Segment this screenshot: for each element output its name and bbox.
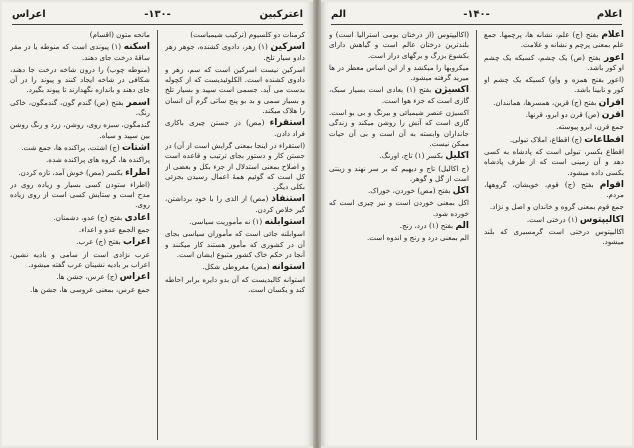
entry-definition: الم بمعنی درد و رنج و اندوه است. bbox=[366, 233, 469, 243]
running-head-right: اعتركبين bbox=[259, 9, 303, 20]
entry-headword: اکل bbox=[452, 186, 469, 197]
dictionary-entry bbox=[484, 180, 624, 201]
dictionary-entry bbox=[10, 155, 150, 165]
dictionary-entry bbox=[10, 98, 150, 119]
entry-definition: (ج) اقطاع، املاک تیولی. bbox=[509, 134, 582, 144]
left-page-column-1 bbox=[165, 30, 305, 440]
entry-definition: جمع عرس، بمعنی عروسی ها، جشن ها. bbox=[30, 284, 150, 294]
left-page-column-2 bbox=[10, 30, 150, 440]
left-page-header bbox=[12, 8, 303, 25]
entry-headword: اعور bbox=[603, 52, 624, 63]
entry-definition: (استقراء در اینجا بمعنی گرایش است از آن) در جستن کار و دستور بجای ترتیب و قاعده است و اصلاح بمعنی استدلال از جزء بکل و بعضی از کل است که گوئیم همهٔ اعمال رسیدن بجزئی بکلی دیگر. bbox=[165, 140, 305, 192]
entry-headword: استوانه bbox=[271, 262, 305, 273]
dictionary-entry bbox=[329, 85, 469, 106]
entry-definition: (مص) مغروطی شکل. bbox=[202, 262, 270, 272]
entry-definition: (۱) پیوندی است که منوطه یا در مقر ساقهٔ درخت جای دهند. bbox=[10, 42, 150, 62]
right-page bbox=[321, 2, 632, 446]
dictionary-entry bbox=[329, 198, 469, 219]
entry-definition: پراکنده ها، گروه های پراکنده شده. bbox=[46, 155, 150, 165]
column-divider bbox=[476, 30, 477, 440]
dictionary-entry bbox=[484, 110, 624, 120]
entry-definition: بفتح (۱) بعادی است بسیار سبک، گازی است که جزء هوا است. bbox=[329, 85, 469, 105]
entry-headword: الم bbox=[455, 221, 469, 232]
entry-headword: اعراس bbox=[119, 272, 150, 283]
right-page-column-2 bbox=[329, 30, 469, 440]
entry-definition: اسوابلنه جائی است که مأموران سیاسی بجای آن در کشوری که مأمور هستند کار میکنند و آنجا در حکم خاک کشور متبوع ایشان است. bbox=[165, 229, 305, 259]
dictionary-entry bbox=[10, 272, 150, 282]
page-number: -۱۳۰- bbox=[144, 9, 171, 20]
entry-headword: اعادی bbox=[124, 212, 150, 223]
entry-headword: اسمر bbox=[126, 97, 150, 108]
dictionary-entry bbox=[484, 147, 624, 178]
entry-definition: بفتح (ج) قرین، همسرها، همانندان. bbox=[493, 97, 597, 107]
entry-headword: اعراب bbox=[123, 237, 150, 248]
entry-definition: بفتح (ج) عدو، دشمنان. bbox=[53, 212, 123, 222]
dictionary-entry bbox=[10, 225, 150, 235]
dictionary-entry bbox=[10, 168, 150, 178]
book-gutter bbox=[313, 0, 321, 448]
entry-definition: اقطاع بکسر، تیولی است که پادشاه به کسی دهد و آن زمینی است که از طرف پادشاه بکسی داده میشود. bbox=[484, 146, 624, 177]
dictionary-entry bbox=[10, 213, 150, 223]
dictionary-entry bbox=[329, 151, 469, 161]
entry-headword: اقرن bbox=[601, 110, 624, 121]
dictionary-entry bbox=[484, 30, 624, 51]
entry-definition: بفتح (ص) یک چشم، کسیکه یک چشم او کور باشد. bbox=[484, 52, 624, 72]
entry-definition: بکسر (مص) خوش آمد، تازه کردن. bbox=[18, 167, 123, 177]
entry-headword: اکسیژن bbox=[434, 85, 469, 96]
dictionary-entry bbox=[484, 75, 624, 96]
entry-definition: بفتح (ج) قوم، خویشان، گروهها، مردم. bbox=[484, 179, 624, 200]
dictionary-entry bbox=[484, 53, 624, 74]
dictionary-entry bbox=[10, 285, 150, 295]
running-head-left: اعراس bbox=[12, 9, 46, 20]
dictionary-entry bbox=[329, 108, 469, 149]
entry-definition: عرب نژادی است از سامی و بادیه نشین، اعراب بر بادیه نشینان عرب گفته میشود. bbox=[10, 249, 150, 269]
entry-definition: بکسر (۱) تاج، اورنگ. bbox=[379, 151, 443, 161]
dictionary-entry bbox=[165, 30, 305, 40]
entry-headword: اطراء bbox=[125, 167, 150, 178]
dictionary-entry bbox=[165, 42, 305, 63]
entry-headword: اعلام bbox=[601, 30, 624, 40]
left-page bbox=[2, 2, 313, 446]
dictionary-entry bbox=[329, 164, 469, 185]
dictionary-entry bbox=[329, 233, 469, 243]
entry-definition: (اعور بفتح همزه و واو) کسیکه یک چشم او کور و نابینا باشد. bbox=[484, 75, 624, 95]
dictionary-entry bbox=[165, 275, 305, 296]
right-page-column-1 bbox=[484, 30, 624, 440]
dictionary-entry bbox=[165, 217, 305, 227]
entry-definition: (۱) زهر، دادوی کشنده، جوهر زهر دادو سیار تلخ. bbox=[165, 42, 305, 62]
dictionary-entry bbox=[329, 63, 469, 84]
entry-definition: بفتح (ص) گندم گون، گندمگون، خاکی رنگ. bbox=[10, 97, 150, 118]
right-page-header bbox=[331, 8, 622, 25]
page-number: -۱۴۰- bbox=[463, 9, 490, 20]
entry-definition: جمع قرن، ابرو پیوسته. bbox=[556, 122, 624, 132]
entry-definition: (اکالیپتوس (از درختان بومی استرالیا است) و بلندترین درختان عالم است و گیاهش دارای بکشوع بزرگ و برگهای دراز است. bbox=[329, 30, 469, 60]
dictionary-entry bbox=[329, 186, 469, 196]
entry-headword: اسرکین bbox=[270, 42, 305, 53]
entry-definition: (اطراء ستودن کسی بسیار و زیاده روی در مدح است و ستایش کسی است از روی زیاده روی. bbox=[10, 179, 150, 210]
dictionary-entry bbox=[165, 65, 305, 116]
dictionary-entry bbox=[165, 229, 305, 260]
running-head-left: الم bbox=[331, 9, 347, 20]
entry-definition: (ج اکالیل) تاج و دیهیم که بر سر نهند و زینتی است از گل و گوهر. bbox=[329, 163, 469, 183]
running-head-right: اعلام bbox=[596, 9, 622, 20]
entry-definition: کرمنات دو کلسیوم (ترکیب شیمیاست) bbox=[190, 30, 305, 39]
entry-definition: (مص) از الذی را با خود برداشتن، گیر خلاص کردن. bbox=[165, 194, 305, 214]
entry-definition: بفتح (ج) عرب. bbox=[76, 237, 121, 247]
entry-definition: اکل بمعنی خوردن است و نیز چیزی است که خورده شود. bbox=[329, 198, 469, 218]
entry-definition: اکالیپتوس درختی است گرمسیری که بلند میشود. bbox=[484, 227, 624, 247]
dictionary-entry bbox=[484, 135, 624, 145]
dictionary-entry bbox=[329, 221, 469, 231]
dictionary-entry bbox=[10, 30, 150, 40]
entry-headword: اقران bbox=[598, 97, 624, 108]
dictionary-entry bbox=[10, 180, 150, 211]
entry-definition: میکروبها را میکشد و از این اساس معطر در ها میرید گرفته میشود. bbox=[329, 62, 469, 83]
dictionary-entry bbox=[484, 202, 624, 212]
entry-definition: بفتح (ج) علم، نشانه ها، پرچمها. جمع علم بمعنی پرچم و نشانه و علامت. bbox=[484, 30, 624, 50]
dictionary-entry bbox=[10, 237, 150, 247]
dictionary-entry bbox=[484, 122, 624, 132]
entry-definition: (۱) درختی است. bbox=[526, 214, 578, 224]
entry-headword: اکلیل bbox=[445, 151, 469, 162]
column-divider bbox=[157, 30, 158, 440]
entry-headword: اکالیپتوس bbox=[579, 214, 624, 225]
entry-definition: استوانه کالبدیست که آن بدو دایره برابر احاطه کند و یکسان است. bbox=[165, 274, 305, 294]
entry-definition: ماتحه متون (اقسام) bbox=[89, 30, 150, 39]
entry-definition: بفتح (۱) درد، رنج. bbox=[399, 221, 454, 231]
dictionary-entry bbox=[165, 118, 305, 139]
dictionary-entry bbox=[484, 215, 624, 225]
entry-definition: (مص) در جستن چیزی باکاری فراد دادن. bbox=[165, 118, 305, 138]
entry-definition: جمع الجمع عدو و اعداء. bbox=[78, 225, 150, 235]
dictionary-entry bbox=[329, 30, 469, 61]
dictionary-entry bbox=[10, 120, 150, 141]
dictionary-entry bbox=[165, 262, 305, 272]
entry-definition: اسرکین نیست اسرکین است که سم، زهر و دادوی کشنده است. الکلوئیدیست که از کچوله بدست می آید. جسمی است سپید و بسیار تلخ و بسیار سمی و بد بو پنج ساتی گرم آن انسان را هلاک میکند. bbox=[165, 64, 305, 116]
entry-headword: استقراء bbox=[269, 118, 305, 129]
dictionary-entry bbox=[10, 250, 150, 271]
entry-headword: اشتات bbox=[121, 142, 150, 153]
dictionary-entry bbox=[165, 194, 305, 215]
dictionary-entry bbox=[10, 65, 150, 96]
dictionary-entry bbox=[10, 42, 150, 63]
entry-headword: اسکنه bbox=[123, 42, 150, 53]
entry-definition: (۱) نه مأموریت سیاسی. bbox=[189, 217, 263, 227]
entry-headword: استنفاذ bbox=[271, 194, 305, 205]
entry-definition: (منوطه چوب) را درون شاخه درخت جا دهند، شکافی در شاخه ایجاد کنند و پیوند را در آن جای دهند و باندازه نگهدارند تا پیوند بگیرد. bbox=[10, 64, 150, 95]
dictionary-entry bbox=[484, 227, 624, 248]
entry-definition: اکسیژن عنصر شیمیائی و بیرنگ و بی بو است. گازی است که آتش را روشن میکند و زندگی جانداران وابسته به آن است و بی آن حیات ممکن نیست. bbox=[329, 108, 469, 148]
entry-definition: گندمگون، سبزه روی، روشن، زرد و رنگ روشن بین سپید و سیاه. bbox=[10, 120, 150, 140]
entry-headword: اقطاعات bbox=[584, 134, 624, 145]
entry-definition: (ج) اشتت، پراکنده ها، جمع شت. bbox=[21, 142, 120, 152]
entry-definition: بفتح (مص) خوردن، خوراک. bbox=[368, 186, 451, 196]
entry-headword: اقوام bbox=[599, 179, 624, 190]
dictionary-entry bbox=[10, 143, 150, 153]
entry-definition: (ص) قرن دو ابرو، قرنها. bbox=[525, 110, 600, 120]
entry-definition: جمع قوم بمعنی گروه و خاندان و اصل و نژاد. bbox=[489, 202, 624, 212]
dictionary-entry bbox=[484, 98, 624, 108]
entry-definition: (ج) عرس، جشن ها. bbox=[56, 272, 118, 282]
dictionary-entry bbox=[165, 141, 305, 192]
entry-headword: استوابلنه bbox=[264, 217, 305, 228]
